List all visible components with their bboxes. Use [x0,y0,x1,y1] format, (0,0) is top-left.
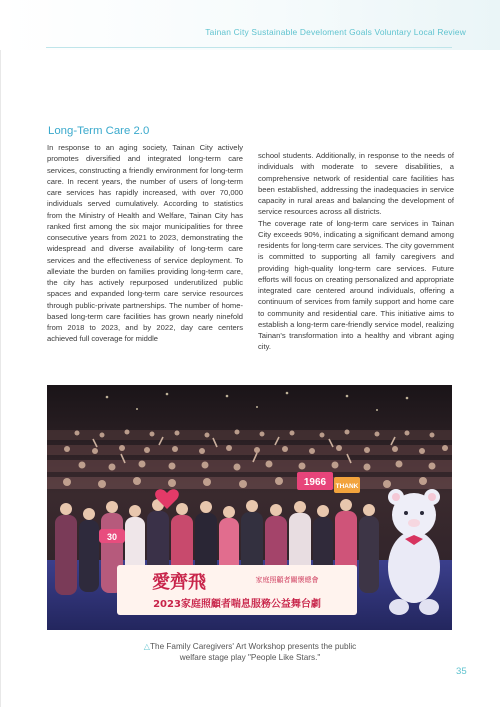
left-column [47,142,243,345]
banner-org-text: 家庭照顧者關懷總會 [255,576,319,584]
event-photo [47,385,452,630]
header-band [0,0,500,50]
svg-text:1966: 1966 [303,477,327,488]
left-paragraph: In response to an aging society, Tainan City actively promotes diversified and integrated long-term care services, constructing a friendly environment for long-term care. In recent years, the number of users of long-term care services has rapidly increased, with over 70,000 individuals served cumulatively. According to statistics from the Ministry of Health and Welfare, Tainan City has ranked first among the six major municipalities for three consecutive years from 2021 to 2023, demonstrating the widespread and diverse availability of long-term care services and the effectiveness of service deployment. To alleviate the burden on families providing long-term care, the city has actively repurposed underutilized public spaces and expanded long-term care service resources through public-private partnerships. The number of home-based long-term care facilities has grown nearly ninefold from 2018 to 2023, and by 2022, day care centers achieved full coverage for middle [47,143,243,344]
banner-sub-text: 2023家庭照顧者喘息服務公益舞台劇 [153,599,321,610]
section-title: Long-Term Care 2.0 [48,125,150,137]
stage-banner [117,565,357,615]
caption-triangle-icon: △ [143,642,151,651]
right-column [258,150,454,353]
header-divider [46,47,452,48]
page-number: 35 [456,666,467,677]
svg-text:30: 30 [106,532,118,542]
event-photo-illustration [47,385,452,630]
banner-main-text: 愛齊飛 [152,572,206,593]
running-header-title: Tainan City Sustainable Develoment Goals Voluntary Local Review [205,27,466,37]
caption-line-1: The Family Caregivers' Art Workshop presents the public [150,642,357,651]
sign-1966 [297,472,333,490]
right-paragraph-1: school students. Additionally, in response to the needs of individuals with moderate to severe disabilities, a comprehensive network of residential care facilities has been established, addressing the inadequacies in service capacity in rural areas and balancing the development of service resources across all districts. [258,151,454,217]
sign-thank [334,477,360,493]
sign-30 [99,529,125,543]
photo-caption [100,641,400,663]
svg-text:THANK: THANK [335,483,359,490]
page-edge-line [0,0,1,707]
caption-line-2: welfare stage play "People Like Stars." [179,653,321,662]
right-paragraph-2: The coverage rate of long-term care services in Tainan City exceeds 90%, indicating a significant demand among residents for long-term care services. The city government is committed to supporting all family caregivers and providing high-quality long-term care services. Future efforts will focus on creating personalized and appropriate integrated care centered around individuals, offering a continuum of services from family support and home care to community and residential care. This initiative aims to establish a long-term care-friendly service model, realizing Tainan's transformation into a healthy and vibrant aging city. [258,218,454,352]
